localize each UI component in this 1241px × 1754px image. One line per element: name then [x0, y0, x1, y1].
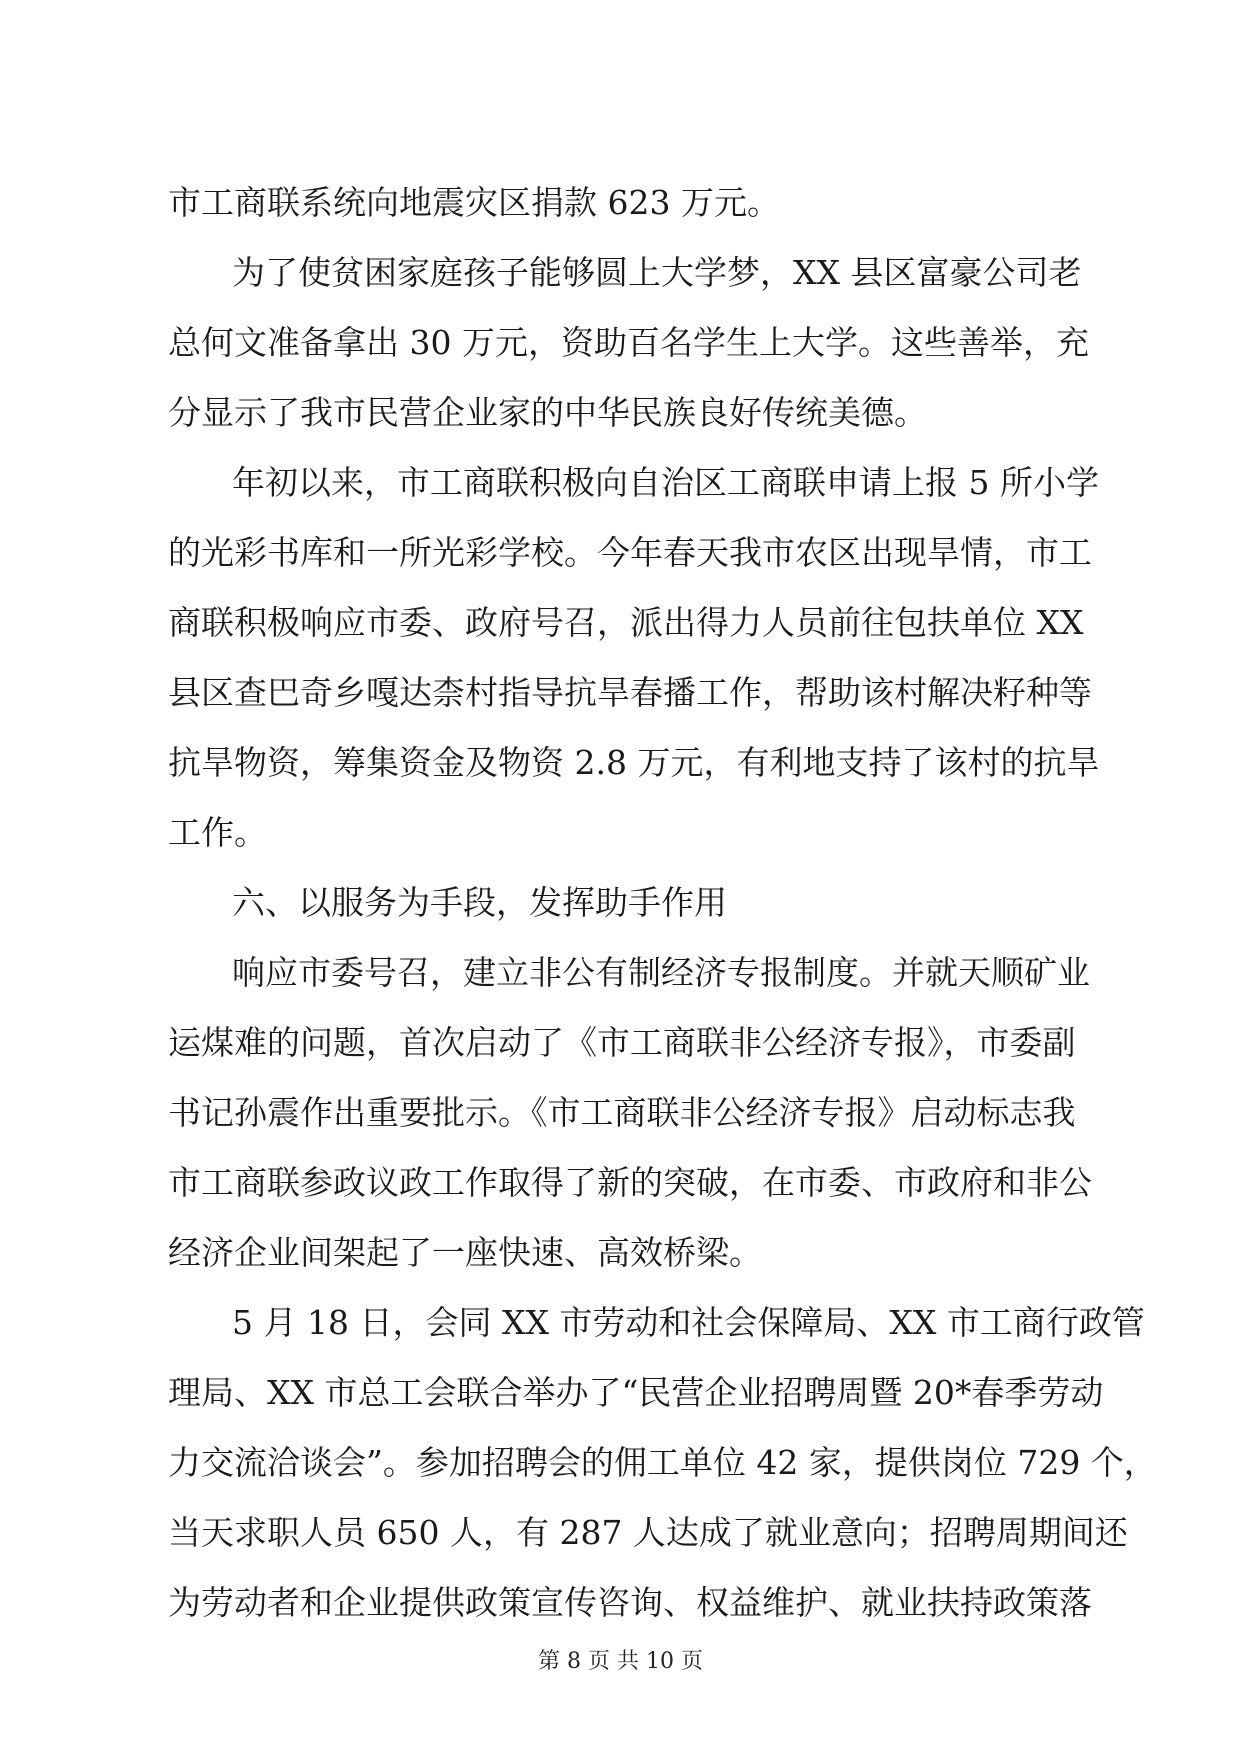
text-line-4: 分显示了我市民营企业家的中华民族良好传统美德。 — [168, 393, 927, 432]
text-line-5: 年初以来，市工商联积极向自治区工商联申请上报 5 所小学 — [232, 463, 1099, 502]
text-line-13: 运煤难的问题，首次启动了《市工商联非公经济专报》，市委副 — [168, 1023, 1076, 1062]
text-line-8: 县区查巴奇乡嘎达柰村指导抗旱春播工作，帮助该村解决籽种等 — [168, 673, 1092, 712]
text-line-10: 工作。 — [168, 813, 267, 852]
page-number-footer: 第 8 页 共 10 页 — [538, 1649, 703, 1674]
text-line-17: 5 月 18 日，会同 XX 市劳动和社会保障局、XX 市工商行政管 — [232, 1303, 1145, 1342]
text-line-2: 为了使贫困家庭孩子能够圆上大学梦，XX 县区富豪公司老 — [232, 253, 1082, 292]
text-line-6: 的光彩书库和一所光彩学校。今年春天我市农区出现旱情，市工 — [168, 533, 1092, 572]
text-line-9: 抗旱物资，筹集资金及物资 2.8 万元，有利地支持了该村的抗旱 — [168, 743, 1100, 782]
text-line-21: 为劳动者和企业提供政策宣传咨询、权益维护、就业扶持政策落 — [168, 1583, 1092, 1622]
text-line-14: 书记孙震作出重要批示。《市工商联非公经济专报》启动标志我 — [168, 1093, 1076, 1132]
text-line-3: 总何文准备拿出 30 万元，资助百名学生上大学。这些善举，充 — [168, 323, 1089, 362]
text-line-19: 力交流洽谈会”。参加招聘会的佣工单位 42 家，提供岗位 729 个， — [168, 1443, 1157, 1482]
text-line-12: 响应市委号召，建立非公有制经济专报制度。并就天顺矿业 — [232, 953, 1090, 992]
text-line-1: 市工商联系统向地震灾区捐款 623 万元。 — [168, 183, 780, 222]
text-line-16: 经济企业间架起了一座快速、高效桥梁。 — [168, 1233, 762, 1272]
section-heading: 六、以服务为手段，发挥助手作用 — [232, 883, 727, 922]
text-line-7: 商联积极响应市委、政府号召，派出得力人员前往包扶单位 XX — [168, 603, 1084, 642]
text-line-18: 理局、XX 市总工会联合举办了“民营企业招聘周暨 20*春季劳动 — [168, 1373, 1104, 1412]
text-line-20: 当天求职人员 650 人，有 287 人达成了就业意向；招聘周期间还 — [168, 1513, 1128, 1552]
text-line-15: 市工商联参政议政工作取得了新的突破，在市委、市政府和非公 — [168, 1163, 1092, 1202]
